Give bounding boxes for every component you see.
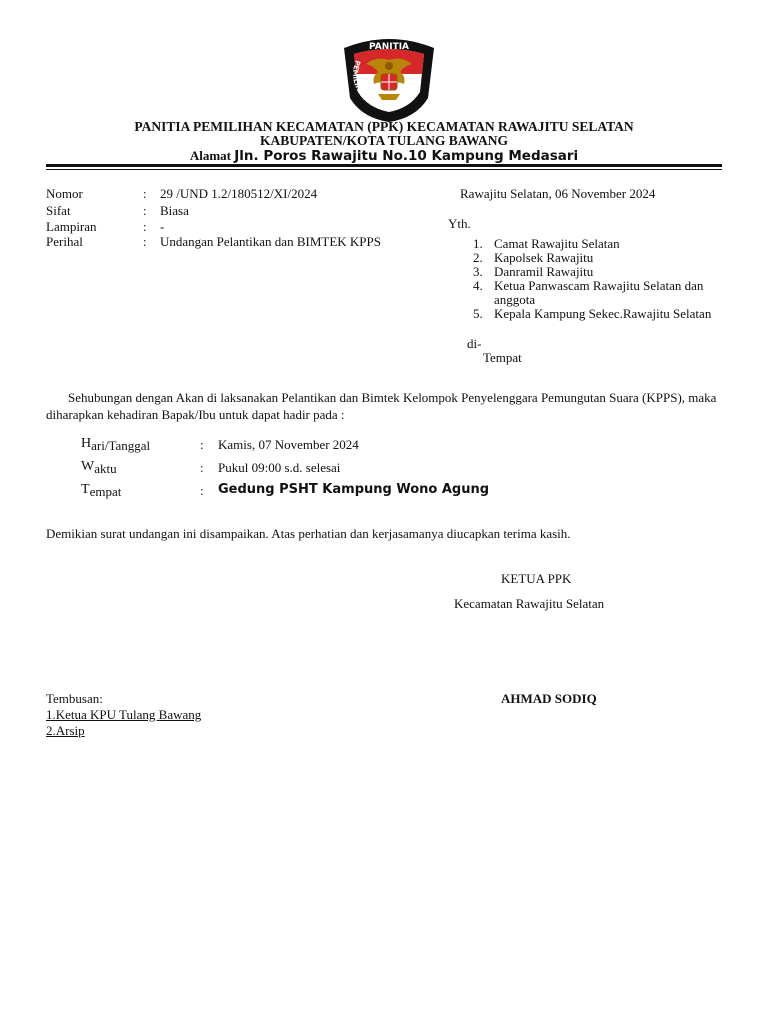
tembusan-label: Tembusan: bbox=[46, 691, 103, 706]
org-name-line1: PANITIA PEMILIHAN KECAMATAN (PPK) KECAMATAN RAWAJITU SELATAN bbox=[134, 119, 634, 134]
tempat-detail-colon: : bbox=[200, 483, 204, 498]
yth-label: Yth. bbox=[448, 216, 471, 231]
lampiran-label: Lampiran bbox=[46, 219, 97, 234]
list-item: 5. Kepala Kampung Sekec.Rawajitu Selatan bbox=[473, 306, 712, 321]
tembusan-item: 1.Ketua KPU Tulang Bawang bbox=[46, 707, 202, 722]
di-label: di- bbox=[467, 336, 482, 351]
signature-title: KETUA PPK bbox=[501, 571, 572, 586]
lampiran-colon: : bbox=[143, 219, 147, 234]
tembusan-item: 2.Arsip bbox=[46, 723, 85, 738]
list-item: 3. Danramil Rawajitu bbox=[473, 264, 594, 279]
address-value: Jln. Poros Rawajitu No.10 Kampung Medasari bbox=[234, 148, 579, 164]
hari-label: Hari/Tanggal bbox=[81, 436, 151, 453]
tempat-label: Tempat bbox=[483, 350, 522, 365]
list-item: 4. Ketua Panwascam Rawajitu Selatan dan anggota bbox=[473, 278, 704, 307]
body-paragraph: Sehubungan dengan Akan di laksanakan Pelantikan dan Bimtek Kelompok Penyelenggara Pemungutan Suara (KPPS), maka diharapkan kehadiran Bapak/Ibu untuk dapat hadir pada : bbox=[46, 390, 717, 422]
recipient-list bbox=[473, 237, 723, 321]
sifat-colon: : bbox=[143, 203, 147, 218]
nomor-value: 29 /UND 1.2/180512/XI/2024 bbox=[160, 186, 318, 201]
waktu-label: Waktu bbox=[81, 459, 117, 476]
list-item: 2. Kapolsek Rawajitu bbox=[473, 250, 594, 265]
nomor-label: Nomor bbox=[46, 186, 83, 201]
sifat-label: Sifat bbox=[46, 203, 71, 218]
list-item: 1. Camat Rawajitu Selatan bbox=[473, 236, 620, 251]
nomor-colon: : bbox=[143, 186, 147, 201]
hari-value: Kamis, 07 November 2024 bbox=[218, 437, 359, 452]
org-name-line2: KABUPATEN/KOTA TULANG BAWANG bbox=[259, 133, 509, 148]
hari-colon: : bbox=[200, 437, 204, 452]
address-label: Alamat bbox=[189, 148, 231, 163]
logo-text-arc: PEMILIHAN KECAMATAN bbox=[351, 59, 413, 112]
perihal-value: Undangan Pelantikan dan BIMTEK KPPS bbox=[160, 234, 381, 249]
logo-text-top: PANITIA bbox=[368, 42, 410, 52]
letterhead-rule-thin bbox=[46, 169, 722, 170]
tempat-detail-label: Tempat bbox=[81, 482, 122, 499]
signature-name: AHMAD SODIQ bbox=[501, 691, 597, 706]
ppk-logo bbox=[336, 36, 442, 122]
perihal-colon: : bbox=[143, 234, 147, 249]
tempat-detail-value: Gedung PSHT Kampung Wono Agung bbox=[218, 482, 490, 497]
org-address bbox=[0, 148, 768, 164]
waktu-colon: : bbox=[200, 460, 204, 475]
signature-org: Kecamatan Rawajitu Selatan bbox=[454, 596, 605, 611]
closing-paragraph: Demikian surat undangan ini disampaikan. Atas perhatian dan kerjasamanya diucapkan terima kasih. bbox=[46, 526, 571, 541]
place-date: Rawajitu Selatan, 06 November 2024 bbox=[460, 186, 656, 201]
letterhead-rule-thick bbox=[46, 164, 722, 167]
lampiran-value: - bbox=[160, 219, 165, 234]
sifat-value: Biasa bbox=[160, 203, 189, 218]
waktu-value: Pukul 09:00 s.d. selesai bbox=[218, 460, 341, 475]
perihal-label: Perihal bbox=[46, 234, 83, 249]
